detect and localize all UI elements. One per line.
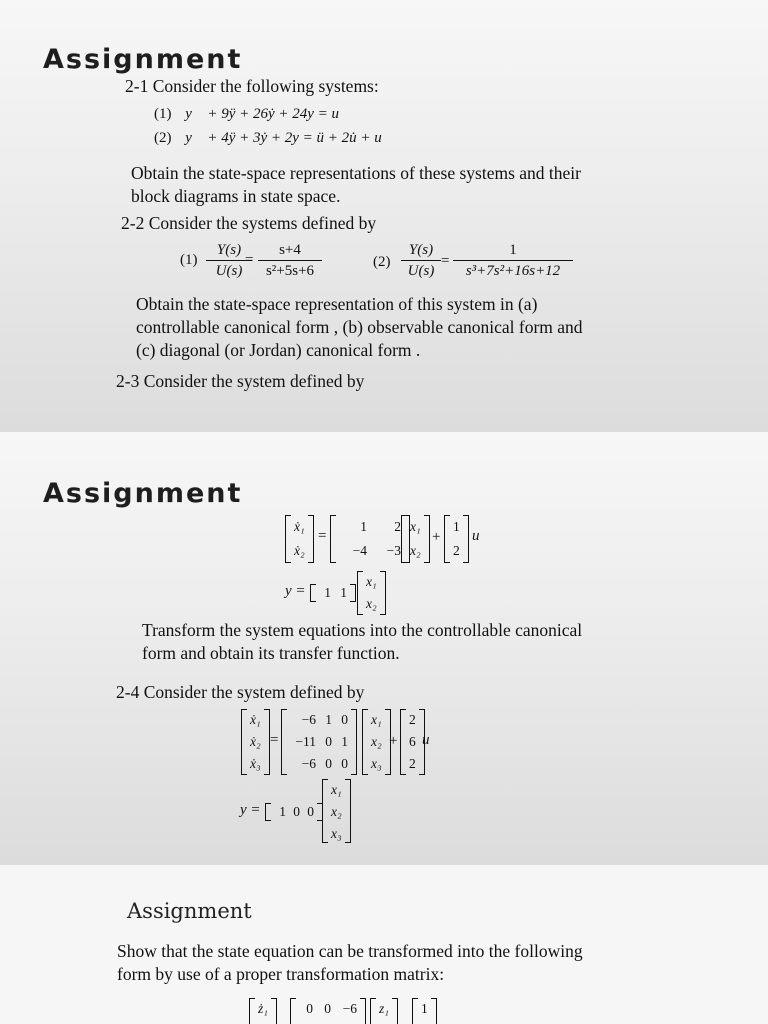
slide-title: Assignment	[127, 899, 252, 923]
matrix-entry: 0	[325, 756, 332, 771]
state-vector	[357, 571, 386, 615]
matrix-entry: ẋ₂	[294, 543, 305, 558]
state-derivative-vector	[241, 709, 270, 775]
matrix-entry: −6	[342, 1001, 357, 1016]
problem-2-3-text-line: form and obtain its transfer function.	[142, 643, 400, 663]
equals-sign: =	[245, 252, 254, 268]
output-matrix-c	[265, 803, 323, 821]
matrix-entry: 0	[307, 804, 314, 819]
slide-title: Assignment	[43, 478, 243, 509]
matrix-entry: z₁	[379, 1001, 389, 1016]
plus-sign: +	[432, 529, 441, 545]
matrix-entry: 6	[409, 734, 416, 749]
matrix-entry: −3	[386, 543, 401, 558]
fraction-denominator: U(s)	[215, 263, 243, 279]
z-derivative-vector	[249, 998, 277, 1024]
matrix-entry: x₁	[331, 782, 342, 797]
output-lhs: y =	[285, 583, 306, 599]
matrix-entry: 2	[409, 756, 416, 771]
matrix-entry: 2	[453, 543, 460, 558]
matrix-entry: x₁	[366, 574, 377, 589]
matrix-entry: 1	[325, 712, 332, 727]
transformed-matrix-a	[290, 998, 366, 1024]
matrix-entry: ẋ₃	[250, 756, 261, 771]
fraction-numerator: s+4	[279, 242, 301, 258]
matrix-entry: x₂	[371, 734, 382, 749]
matrix-entry: 1	[360, 519, 367, 534]
tf1-number: (1)	[180, 252, 198, 268]
fraction-denominator: U(s)	[407, 263, 435, 279]
matrix-entry: x₂	[366, 596, 377, 611]
fraction-bar	[453, 260, 573, 261]
equation-number: (2)	[154, 130, 172, 146]
input-matrix-b	[444, 515, 469, 563]
tf2-lhs-fraction	[401, 241, 441, 280]
matrix-entry: 2	[409, 712, 416, 727]
problem-2-2-text-line: controllable canonical form , (b) observable canonical form and	[136, 317, 583, 337]
equation-1	[154, 106, 339, 123]
matrix-entry: x₁	[410, 519, 421, 534]
output-lhs: y =	[240, 802, 261, 818]
state-derivative-vector	[285, 515, 314, 563]
matrix-entry: x₂	[410, 543, 421, 558]
slide-3	[0, 865, 768, 1024]
matrix-entry: −6	[301, 756, 316, 771]
state-vector	[322, 779, 351, 843]
problem-2-3-heading: 2-3 Consider the system defined by	[116, 371, 365, 391]
problem-2-3-text-line: Transform the system equations into the controllable canonical	[142, 620, 583, 640]
matrix-entry: 1	[324, 585, 331, 600]
z-vector	[370, 998, 398, 1024]
slide-3-text-line: Show that the state equation can be transformed into the following	[117, 941, 583, 961]
matrix-entry: −6	[301, 712, 316, 727]
matrix-entry: x₃	[371, 756, 382, 771]
matrix-entry: 0	[341, 712, 348, 727]
problem-2-1-text-line: Obtain the state-space representations of these systems and their	[131, 163, 581, 183]
matrix-entry: 0	[293, 804, 300, 819]
matrix-entry: ẋ₁	[250, 712, 261, 727]
matrix-entry: 2	[394, 519, 401, 534]
transformed-input-b	[412, 998, 437, 1024]
tf1-rhs-fraction	[258, 241, 322, 280]
matrix-entry: 1	[341, 734, 348, 749]
equals-sign: =	[441, 253, 450, 269]
state-vector	[401, 515, 430, 563]
matrix-entry: 1	[453, 519, 460, 534]
matrix-entry: 0	[324, 1001, 331, 1016]
equals-sign: =	[318, 528, 327, 544]
problem-2-2-text-line: Obtain the state-space representation of this system in (a)	[136, 294, 538, 314]
slide-1	[0, 0, 768, 432]
matrix-entry: −11	[295, 734, 316, 749]
matrix-entry: −4	[352, 543, 367, 558]
problem-2-2-text-line: (c) diagonal (or Jordan) canonical form .	[136, 340, 421, 360]
matrix-entry: 0	[341, 756, 348, 771]
matrix-entry: x₂	[331, 804, 342, 819]
output-matrix-c	[310, 584, 356, 602]
matrix-entry: ẋ₂	[250, 734, 261, 749]
slide-title: Assignment	[43, 44, 243, 75]
fraction-bar	[401, 260, 441, 261]
fraction-numerator: 1	[509, 242, 517, 258]
matrix-entry: x₃	[331, 826, 342, 841]
equation-number: (1)	[154, 106, 172, 122]
fraction-numerator: Y(s)	[216, 242, 242, 258]
matrix-entry: ẋ₁	[294, 519, 305, 534]
equation-expression: y⃛ + 9ÿ + 26ẏ + 24y = u	[185, 106, 340, 122]
matrix-entry: 1	[340, 585, 347, 600]
equation-2	[154, 130, 382, 147]
slide-2	[0, 432, 768, 865]
matrix-entry: 1	[279, 804, 286, 819]
slide-3-text-line: form by use of a proper transformation matrix:	[117, 964, 445, 984]
system-matrix-a	[281, 709, 357, 775]
problem-2-4-heading: 2-4 Consider the system defined by	[116, 682, 365, 702]
equals-sign: =	[270, 732, 279, 748]
matrix-entry: 0	[325, 734, 332, 749]
tf2-rhs-fraction	[453, 241, 573, 280]
fraction-numerator: Y(s)	[408, 242, 434, 258]
input-u: u	[422, 732, 430, 748]
matrix-entry: ż₁	[258, 1001, 268, 1016]
problem-2-1-text-line: block diagrams in state space.	[131, 186, 341, 206]
system-matrix-a	[330, 515, 410, 563]
matrix-entry: 1	[421, 1001, 428, 1016]
input-u: u	[472, 528, 480, 544]
fraction-bar	[258, 260, 322, 261]
state-vector	[362, 709, 391, 775]
equation-expression: y⃛ + 4ÿ + 3ẏ + 2y = ü + 2u̇ + u	[185, 130, 382, 146]
plus-sign: +	[389, 733, 398, 749]
fraction-denominator: s³+7s²+16s+12	[465, 263, 561, 279]
matrix-entry: x₁	[371, 712, 382, 727]
matrix-entry: 0	[306, 1001, 313, 1016]
fraction-denominator: s²+5s+6	[265, 263, 315, 279]
tf2-number: (2)	[373, 254, 391, 270]
problem-2-2-heading: 2-2 Consider the systems defined by	[121, 213, 377, 233]
problem-2-1-heading: 2-1 Consider the following systems:	[125, 76, 379, 96]
